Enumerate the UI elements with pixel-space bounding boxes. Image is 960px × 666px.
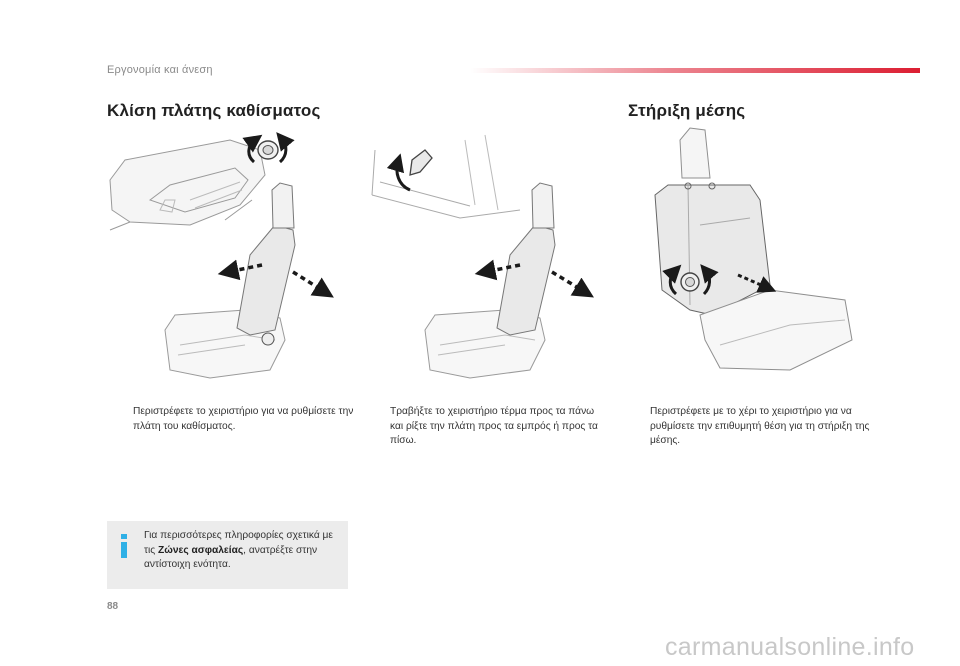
note-text-before: Για περισσότερες πληροφορίες σχετικά με τις — [144, 530, 333, 556]
section-title-lumbar: Στήριξη μέσης — [628, 101, 746, 120]
info-note — [107, 521, 348, 589]
section-header: Εργονομία και άνεση — [107, 64, 213, 76]
note-text-after: , ανατρέξτε στην αντίστοιχη ενότητα. — [144, 544, 318, 570]
page-number: 88 — [107, 601, 119, 612]
instruction-text: Τραβήξτε το χειριστήριο τέρμα προς τα πάνω και ρίξτε την πλάτη προς τα εμπρός ή προς τα πίσω. — [390, 406, 598, 446]
watermark: carmanualsonline.info — [665, 633, 915, 661]
info-icon — [115, 534, 133, 560]
instruction-text: Περιστρέφετε με το χέρι το χειριστήριο για να ρυθμίσετε την επιθυμητή θέση για τη στήριξη της μέσης. — [650, 406, 870, 446]
info-note-text — [144, 529, 344, 573]
instruction-text: Περιστρέφετε το χειριστήριο για να ρυθμίσετε την πλάτη του καθίσματος. — [133, 406, 354, 432]
header-accent-bar — [470, 68, 920, 73]
note-link-seat-belts[interactable]: Ζώνες ασφαλείας — [158, 544, 244, 556]
section-title-seat-back: Κλίση πλάτης καθίσματος — [107, 101, 321, 120]
illustration-seat-back-knob — [110, 139, 325, 378]
illustration-lumbar-support — [655, 128, 852, 370]
illustration-seat-back-lever — [372, 135, 585, 378]
seat-adjustment-illustrations — [100, 120, 880, 390]
